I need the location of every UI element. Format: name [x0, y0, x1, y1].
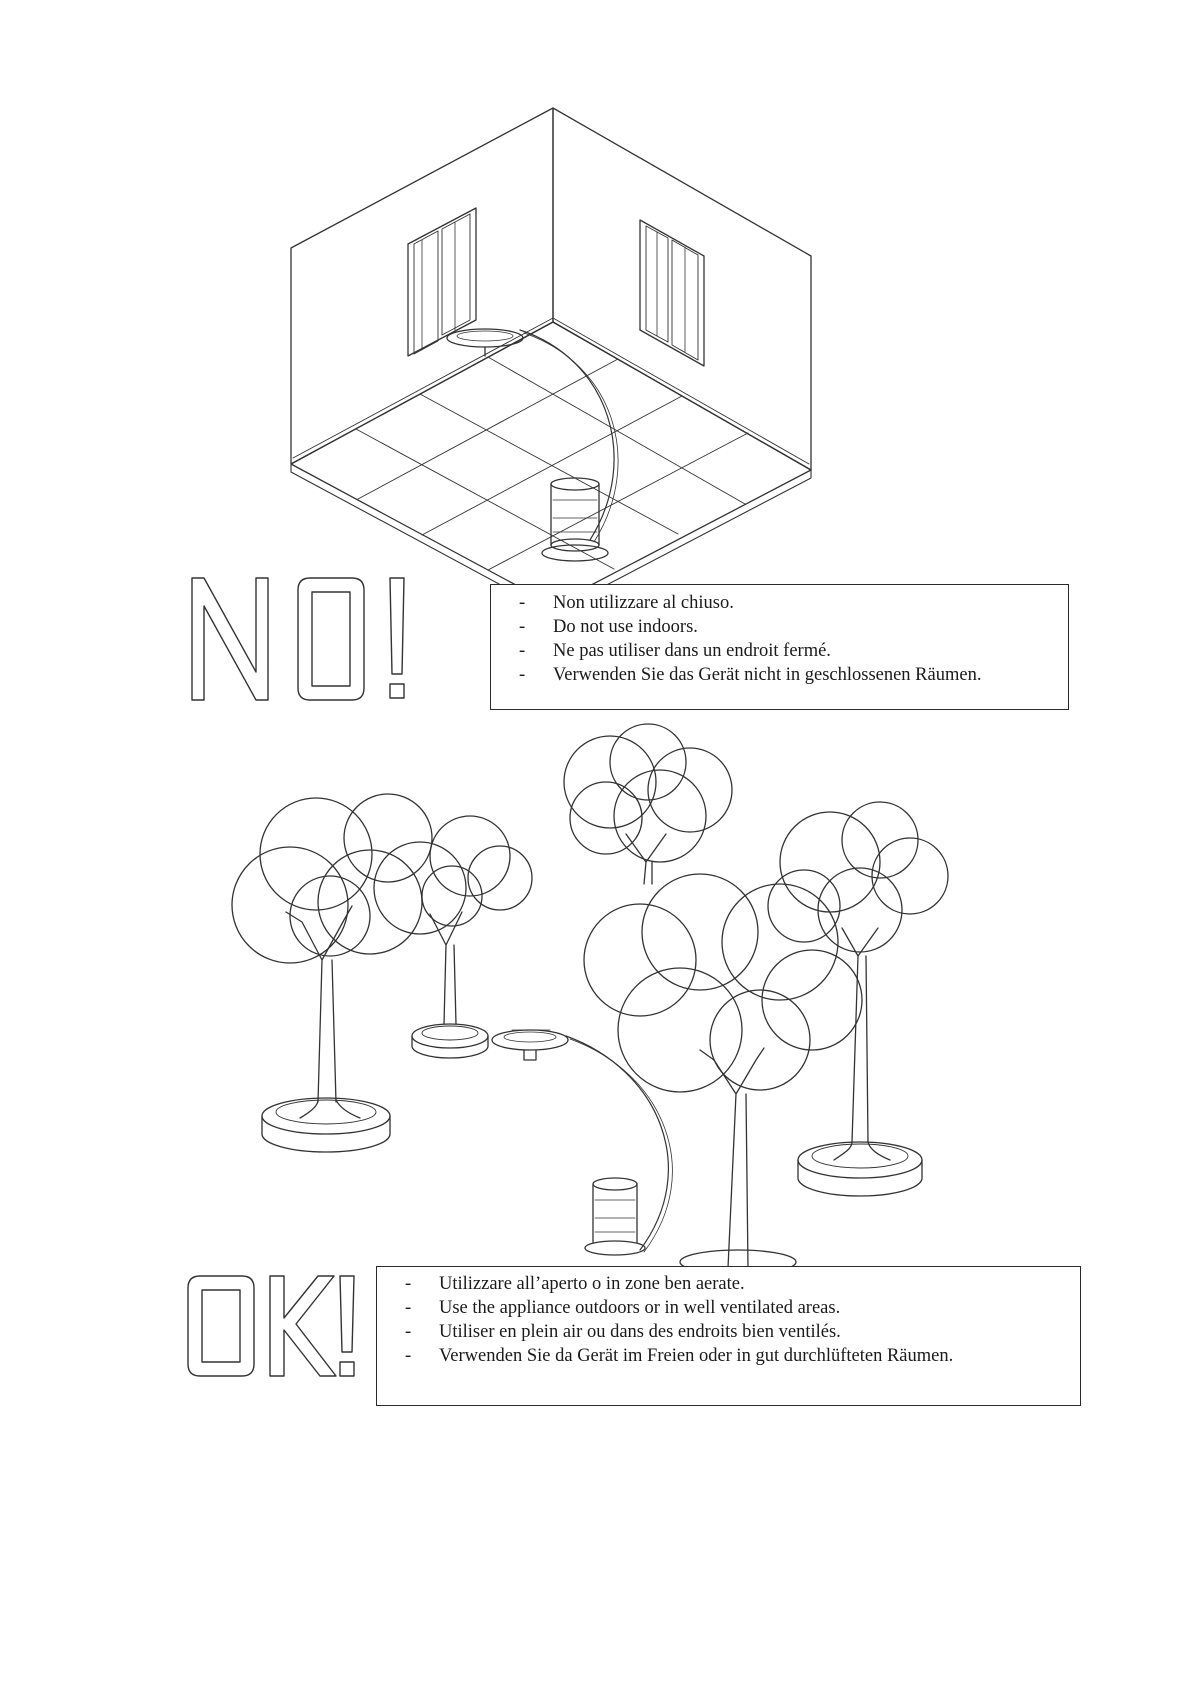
bullet-dash: -: [405, 1298, 412, 1318]
bullet-dash: -: [405, 1274, 412, 1294]
list-item: [405, 1344, 1080, 1368]
outdoor-heater: [492, 1030, 672, 1255]
outdoor-advice-list: [405, 1272, 1080, 1368]
list-item: [519, 615, 1068, 639]
outdoor-advice-it: Utilizzare all’aperto o in zone ben aerate.: [439, 1274, 745, 1294]
outdoor-advice-box: [376, 1266, 1081, 1406]
list-item: [405, 1296, 1080, 1320]
room-floor: [291, 322, 811, 605]
bullet-dash: -: [405, 1346, 412, 1366]
indoor-warning-fr: Ne pas utiliser dans un endroit fermé.: [553, 641, 831, 661]
bullet-dash: -: [519, 593, 526, 613]
bullet-dash: -: [519, 665, 526, 685]
indoor-warning-en: Do not use indoors.: [553, 617, 698, 637]
room-right-wall: [553, 108, 811, 470]
tree-top-center: [564, 724, 732, 884]
indoor-warning-box: [490, 584, 1069, 710]
no-heading-graphic: [192, 578, 404, 700]
indoor-room-illustration: [291, 108, 811, 613]
outdoor-advice-en: Use the appliance outdoors or in well ventilated areas.: [439, 1298, 841, 1318]
list-item: [519, 663, 1068, 687]
indoor-heater-pole: [520, 330, 614, 540]
bullet-dash: -: [519, 641, 526, 661]
indoor-warning-it: Non utilizzare al chiuso.: [553, 593, 734, 613]
indoor-warning-list: [519, 591, 1068, 687]
outdoor-advice-fr: Utiliser en plein air ou dans des endroits bien ventilés.: [439, 1322, 841, 1342]
list-item: [405, 1320, 1080, 1344]
right-window: [640, 220, 704, 366]
tree-large-left: [232, 794, 432, 1152]
indoor-warning-de: Verwenden Sie das Gerät nicht in geschlossenen Räumen.: [553, 665, 982, 685]
ok-heading-graphic: [188, 1276, 354, 1376]
tree-right: [768, 802, 948, 1196]
list-item: [519, 591, 1068, 615]
list-item: [405, 1272, 1080, 1296]
bullet-dash: -: [405, 1322, 412, 1342]
left-window: [408, 208, 476, 356]
outdoor-scene-illustration: [232, 724, 948, 1274]
list-item: [519, 639, 1068, 663]
tree-small-middle: [374, 816, 532, 1058]
bullet-dash: -: [519, 617, 526, 637]
indoor-heater-dish: [447, 329, 523, 356]
outdoor-advice-de: Verwenden Sie da Gerät im Freien oder in gut durchlüfteten Räumen.: [439, 1346, 954, 1366]
tree-front-center: [584, 874, 862, 1274]
